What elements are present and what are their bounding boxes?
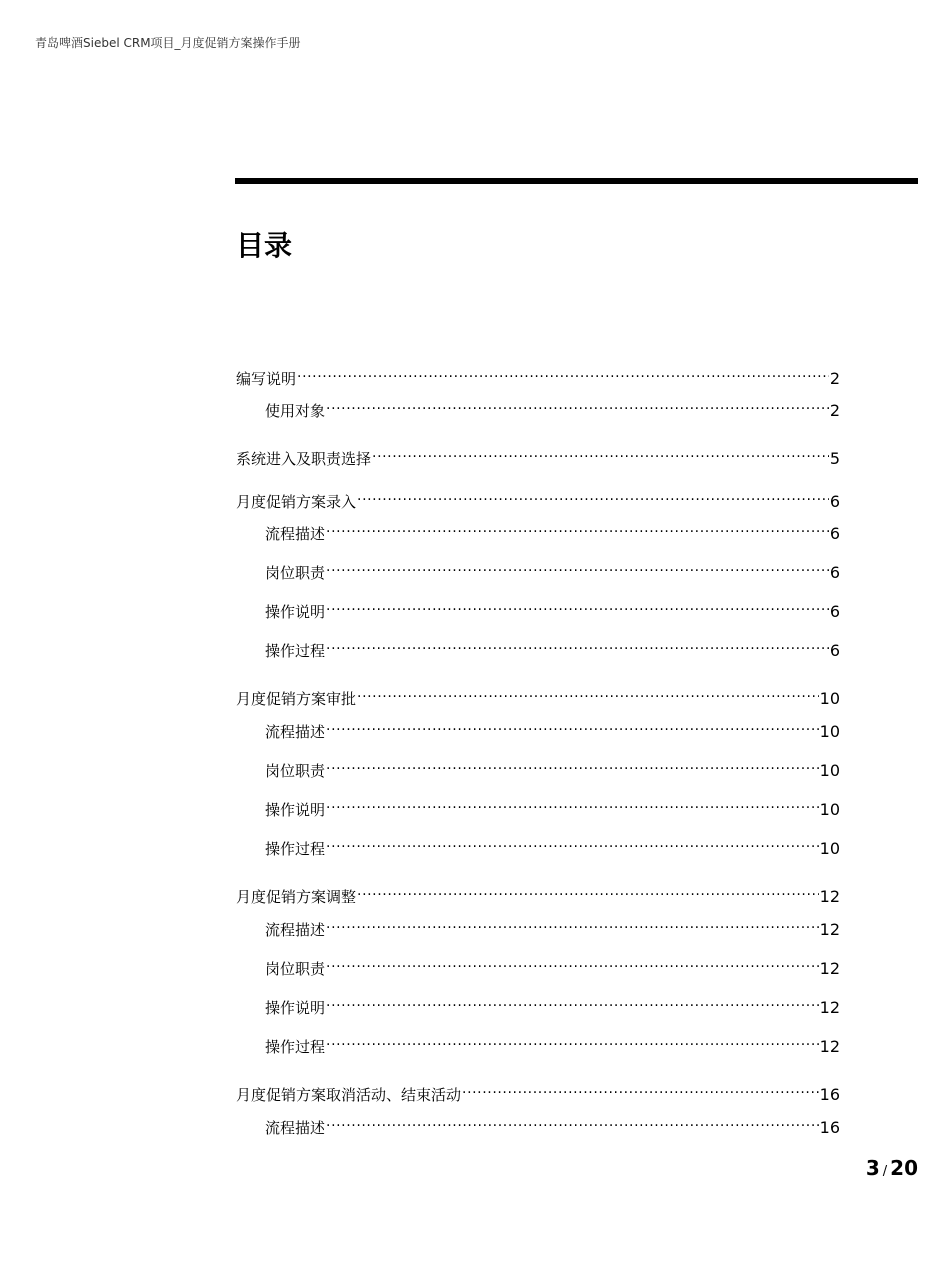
toc-dot-leader bbox=[326, 991, 819, 1013]
toc-entry-page: 6 bbox=[829, 563, 840, 582]
toc-dot-leader bbox=[297, 362, 829, 384]
toc-dot-leader bbox=[326, 793, 819, 815]
toc-entry-page: 10 bbox=[819, 839, 840, 858]
toc-entry-label: 流程描述 bbox=[265, 1119, 326, 1137]
toc-dot-leader bbox=[357, 485, 829, 507]
toc-entry-label: 月度促销方案调整 bbox=[236, 888, 357, 906]
toc-dot-leader bbox=[326, 634, 829, 656]
toc-entry[interactable] bbox=[265, 595, 840, 621]
toc-entry-label: 操作过程 bbox=[265, 1038, 326, 1056]
toc-entry-label: 操作过程 bbox=[265, 642, 326, 660]
toc-entry[interactable] bbox=[236, 682, 840, 708]
toc-entry[interactable] bbox=[265, 1111, 840, 1137]
toc-entry[interactable] bbox=[265, 556, 840, 582]
toc-entry-label: 月度促销方案审批 bbox=[236, 690, 357, 708]
toc-entry-page: 10 bbox=[819, 722, 840, 741]
toc-entry[interactable] bbox=[265, 715, 840, 741]
toc-dot-leader bbox=[326, 1030, 819, 1052]
toc-entry[interactable] bbox=[265, 793, 840, 819]
toc-entry[interactable] bbox=[236, 1078, 840, 1104]
toc-dot-leader bbox=[326, 754, 819, 776]
page-number bbox=[866, 1156, 918, 1180]
toc-entry-label: 系统进入及职责选择 bbox=[236, 450, 372, 468]
toc-entry-label: 岗位职责 bbox=[265, 960, 326, 978]
toc-entry-page: 12 bbox=[819, 998, 840, 1017]
toc-entry[interactable] bbox=[265, 754, 840, 780]
toc-entry-page: 12 bbox=[819, 959, 840, 978]
toc-entry[interactable] bbox=[236, 362, 840, 388]
toc-entry-page: 6 bbox=[829, 524, 840, 543]
toc-dot-leader bbox=[326, 556, 829, 578]
toc-dot-leader bbox=[326, 517, 829, 539]
toc-entry[interactable] bbox=[236, 485, 840, 511]
toc-dot-leader bbox=[462, 1078, 819, 1100]
toc-entry[interactable] bbox=[265, 394, 840, 420]
toc-dot-leader bbox=[326, 913, 819, 935]
toc-dot-leader bbox=[326, 394, 829, 416]
document-header: 青岛啤酒Siebel CRM项目_月度促销方案操作手册 bbox=[35, 36, 301, 50]
table-of-contents bbox=[236, 0, 840, 1267]
toc-entry-page: 2 bbox=[829, 369, 840, 388]
toc-entry-page: 12 bbox=[819, 920, 840, 939]
toc-entry-label: 操作说明 bbox=[265, 801, 326, 819]
toc-entry-label: 流程描述 bbox=[265, 525, 326, 543]
toc-entry[interactable] bbox=[265, 991, 840, 1017]
toc-entry-label: 月度促销方案录入 bbox=[236, 493, 357, 511]
toc-entry-label: 流程描述 bbox=[265, 723, 326, 741]
toc-title: 目录 bbox=[236, 229, 293, 262]
toc-entry-label: 岗位职责 bbox=[265, 564, 326, 582]
toc-entry-label: 流程描述 bbox=[265, 921, 326, 939]
toc-entry[interactable] bbox=[265, 832, 840, 858]
toc-entry[interactable] bbox=[236, 880, 840, 906]
toc-entry[interactable] bbox=[265, 913, 840, 939]
toc-entry-page: 12 bbox=[819, 1037, 840, 1056]
toc-entry-label: 岗位职责 bbox=[265, 762, 326, 780]
toc-dot-leader bbox=[372, 442, 829, 464]
toc-entry-page: 5 bbox=[829, 449, 840, 468]
toc-entry-label: 操作说明 bbox=[265, 999, 326, 1017]
toc-entry-label: 编写说明 bbox=[236, 370, 297, 388]
toc-dot-leader bbox=[326, 952, 819, 974]
toc-entry-page: 16 bbox=[819, 1118, 840, 1137]
toc-dot-leader bbox=[326, 1111, 819, 1133]
toc-entry-label: 使用对象 bbox=[265, 402, 326, 420]
toc-entry-page: 10 bbox=[819, 689, 840, 708]
toc-dot-leader bbox=[357, 880, 819, 902]
toc-entry-page: 10 bbox=[819, 800, 840, 819]
toc-entry[interactable] bbox=[265, 1030, 840, 1056]
toc-dot-leader bbox=[326, 832, 819, 854]
toc-dot-leader bbox=[357, 682, 819, 704]
current-page: 3 bbox=[865, 1156, 880, 1180]
toc-entry[interactable] bbox=[265, 952, 840, 978]
toc-entry-page: 10 bbox=[819, 761, 840, 780]
toc-entry-page: 6 bbox=[829, 492, 840, 511]
toc-entry-page: 16 bbox=[819, 1085, 840, 1104]
toc-entry-label: 操作过程 bbox=[265, 840, 326, 858]
toc-entry[interactable] bbox=[236, 442, 840, 468]
toc-dot-leader bbox=[326, 595, 829, 617]
toc-entry[interactable] bbox=[265, 517, 840, 543]
toc-entry-label: 操作说明 bbox=[265, 603, 326, 621]
toc-entry-page: 12 bbox=[819, 887, 840, 906]
toc-entry-page: 6 bbox=[829, 641, 840, 660]
page-separator: / bbox=[882, 1164, 888, 1179]
toc-entry-page: 2 bbox=[829, 401, 840, 420]
toc-entry[interactable] bbox=[265, 634, 840, 660]
total-pages: 20 bbox=[890, 1156, 918, 1180]
toc-dot-leader bbox=[326, 715, 819, 737]
toc-entry-label: 月度促销方案取消活动、结束活动 bbox=[236, 1086, 462, 1104]
toc-entry-page: 6 bbox=[829, 602, 840, 621]
